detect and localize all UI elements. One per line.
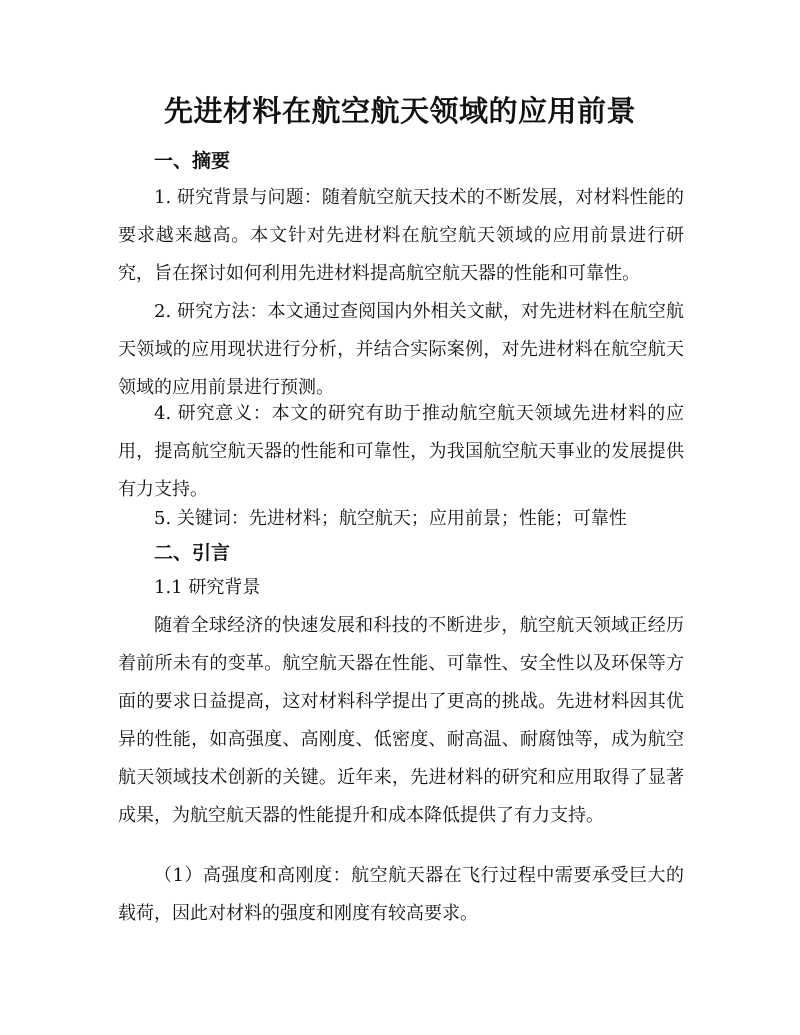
document-title: 先进材料在航空航天领域的应用前景 xyxy=(163,94,636,128)
abstract-paragraph-significance: 4. 研究意义：本文的研究有助于推动航空航天领域先进材料的应用，提高航空航天器的性能和可靠性，为我国航空航天事业的发展提供有力支持。 xyxy=(118,403,684,500)
introduction-heading: 二、引言 xyxy=(154,542,231,564)
abstract-paragraph-method: 2. 研究方法：本文通过查阅国内外相关文献，对先进材料在航空航天领域的应用现状进行分析，并结合实际案例，对先进材料在航空航天领域的应用前景进行预测。 xyxy=(118,301,684,398)
introduction-subheading: 1.1 研究背景 xyxy=(154,577,261,598)
introduction-paragraph-strength: （1）高强度和高刚度：航空航天器在飞行过程中需要承受巨大的载荷，因此对材料的强度和刚度有较高要求。 xyxy=(118,865,684,924)
abstract-keywords: 5. 关键词：先进材料；航空航天；应用前景；性能；可靠性 xyxy=(154,508,627,529)
introduction-paragraph-background: 随着全球经济的快速发展和科技的不断进步，航空航天领域正经历着前所未有的变革。航空航天器在性能、可靠性、安全性以及环保等方面的要求日益提高，这对材料科学提出了更高的挑战。先进材料因其优异的性能，如高强度、高刚度、低密度、耐高温、耐腐蚀等，成为航空航天领域技术创新的关键。近年来，先进材料的研究和应用取得了显著成果，为航空航天器的性能提升和成本降低提供了有力支持。 xyxy=(118,615,684,826)
abstract-heading: 一、摘要 xyxy=(154,150,231,172)
abstract-paragraph-background: 1. 研究背景与问题：随着航空航天技术的不断发展，对材料性能的要求越来越高。本文针对先进材料在航空航天领域的应用前景进行研究，旨在探讨如何利用先进材料提高航空航天器的性能和可靠性。 xyxy=(118,187,684,284)
